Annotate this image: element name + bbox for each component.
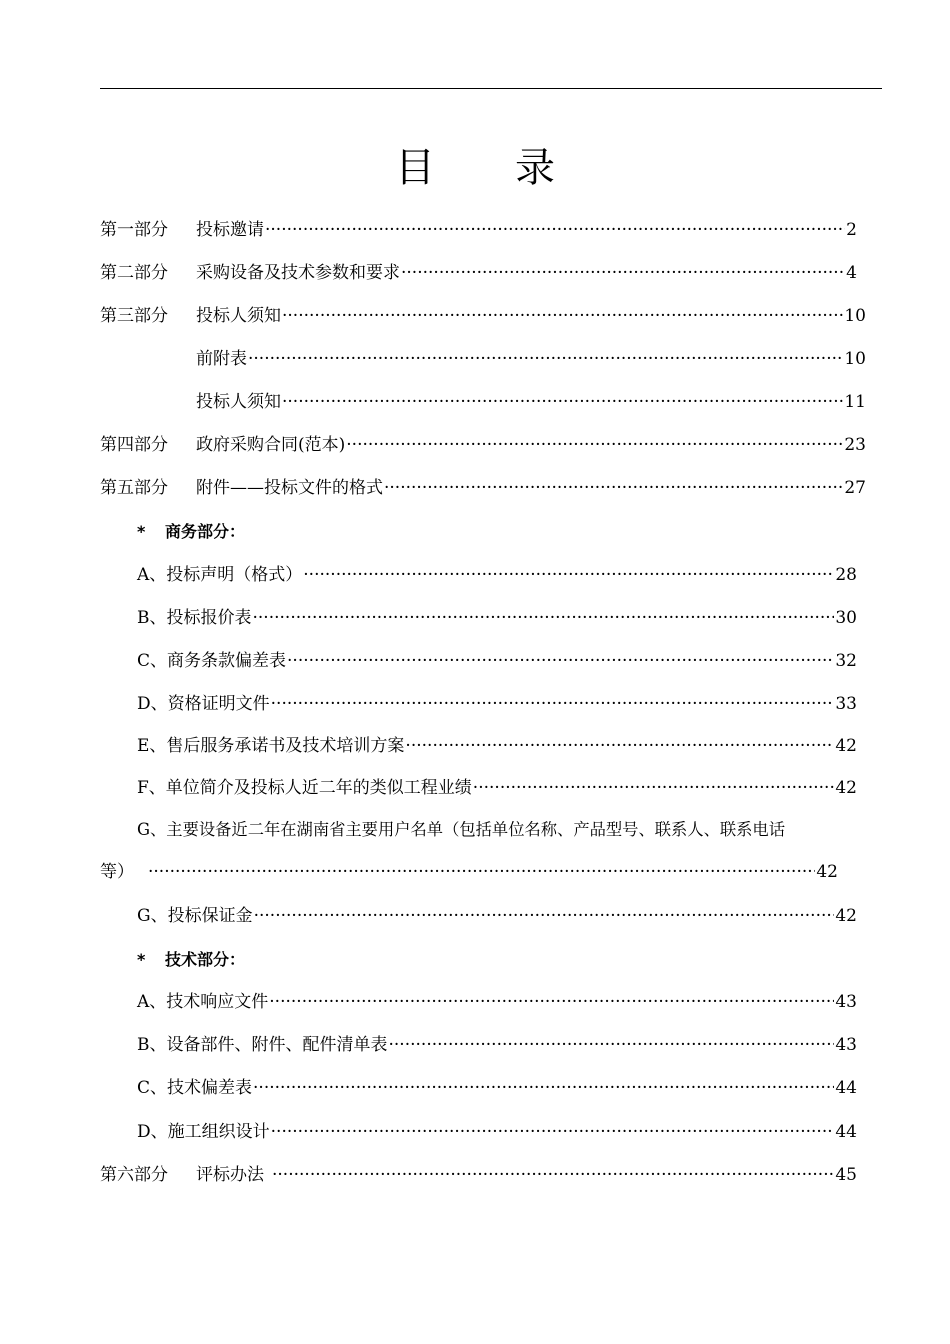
toc-entry-text: 投标人须知: [196, 392, 281, 412]
toc-part-label: 第一部分: [100, 220, 168, 240]
toc-page-number: 42: [835, 778, 857, 798]
toc-entry-part2[interactable]: [100, 260, 857, 286]
toc-page-number: 23: [844, 435, 866, 455]
toc-entry-technical-d[interactable]: [137, 1119, 857, 1145]
section-label: 商务部分：: [165, 522, 246, 541]
toc-leader: [248, 346, 843, 372]
toc-leader: [303, 562, 834, 588]
toc-part-label: 第四部分: [100, 435, 168, 455]
toc-entry-text: D、施工组织设计: [137, 1122, 270, 1142]
toc-entry-text: G、投标保证金: [137, 906, 253, 926]
toc-entry-text: 评标办法: [196, 1165, 264, 1185]
bullet-star: *: [137, 950, 146, 969]
toc-entry-business-g1-line1[interactable]: [137, 817, 885, 843]
toc-leader: [253, 1075, 834, 1101]
toc-page-number: 32: [835, 651, 857, 671]
page-title: [0, 142, 950, 194]
toc-page-number: 42: [835, 736, 857, 756]
toc-page-number: 45: [835, 1165, 857, 1185]
toc-page-number: 11: [844, 392, 866, 412]
toc-page-number: 44: [835, 1122, 857, 1142]
toc-entry-business-b[interactable]: [137, 605, 857, 631]
toc-leader: [473, 775, 835, 801]
toc-entry-text: E、售后服务承诺书及技术培训方案: [137, 736, 405, 756]
toc-entry-business-g1-line2[interactable]: [100, 859, 838, 885]
toc-entry-part1[interactable]: [100, 217, 857, 243]
toc-entry-text: 采购设备及技术参数和要求: [196, 263, 400, 283]
toc-entry-business-a[interactable]: [137, 562, 857, 588]
toc-page-number: 42: [835, 906, 857, 926]
title-char-2: 录: [515, 145, 555, 191]
toc-entry-text: 前附表: [196, 349, 247, 369]
toc-leader: [282, 389, 843, 415]
toc-part-label: 第二部分: [100, 263, 168, 283]
toc-entry-technical-a[interactable]: [137, 989, 857, 1015]
toc-leader: [401, 260, 845, 286]
toc-entry-business-f[interactable]: [137, 775, 857, 801]
section-business: [137, 519, 245, 545]
section-technical: [137, 947, 245, 973]
toc-entry-business-c[interactable]: [137, 648, 857, 674]
toc-entry-part3-appendix[interactable]: [196, 346, 866, 372]
toc-entry-part3-notice[interactable]: [196, 389, 866, 415]
toc-entry-text: C、商务条款偏差表: [137, 651, 287, 671]
toc-entry-text: A、投标声明（格式）: [137, 565, 303, 585]
toc-entry-text: G、主要设备近二年在湖南省主要用户名单（包括单位名称、产品型号、联系人、联系电话: [137, 820, 785, 839]
toc-entry-part6[interactable]: [100, 1162, 857, 1188]
toc-entry-technical-b[interactable]: [137, 1032, 857, 1058]
toc-page-number: 42: [816, 862, 838, 882]
toc-entry-business-e[interactable]: [137, 733, 857, 759]
toc-leader: [389, 1032, 835, 1058]
toc-entry-part5[interactable]: [100, 475, 866, 501]
toc-entry-technical-c[interactable]: [137, 1075, 857, 1101]
toc-page-number: 44: [835, 1078, 857, 1098]
toc-page-number: 43: [835, 1035, 857, 1055]
toc-entry-text: D、资格证明文件: [137, 694, 270, 714]
toc-leader: [272, 1162, 834, 1188]
toc-page-number: 10: [844, 306, 866, 326]
toc-entry-text: F、单位简介及投标人近二年的类似工程业绩: [137, 778, 472, 798]
toc-entry-text: 附件——投标文件的格式: [196, 478, 383, 498]
toc-page-number: 10: [844, 349, 866, 369]
toc-part-label: 第六部分: [100, 1165, 168, 1185]
toc-entry-part4[interactable]: [100, 432, 866, 458]
toc-entry-business-d[interactable]: [137, 691, 857, 717]
toc-leader: [148, 859, 815, 885]
toc-page-number: 43: [835, 992, 857, 1012]
toc-leader: [384, 475, 843, 501]
toc-entry-text: B、投标报价表: [137, 608, 252, 628]
title-char-1: 目: [395, 145, 435, 191]
header-rule: [100, 88, 882, 89]
toc-entry-text: 等）: [100, 862, 134, 882]
bullet-star: *: [137, 522, 146, 541]
toc-part-label: 第三部分: [100, 306, 168, 326]
toc-page-number: 4: [846, 263, 857, 283]
toc-leader: [271, 1119, 835, 1145]
toc-entry-text: 投标人须知: [196, 306, 281, 326]
toc-page-number: 30: [835, 608, 857, 628]
toc-page-number: 2: [846, 220, 857, 240]
toc-leader: [287, 648, 834, 674]
toc-entry-text: 政府采购合同(范本): [196, 435, 346, 455]
toc-entry-text: B、设备部件、附件、配件清单表: [137, 1035, 388, 1055]
toc-entry-text: A、技术响应文件: [137, 992, 269, 1012]
toc-entry-text: 投标邀请: [196, 220, 264, 240]
toc-entry-text: C、技术偏差表: [137, 1078, 253, 1098]
toc-entry-business-g2[interactable]: [137, 903, 857, 929]
toc-page-number: 33: [835, 694, 857, 714]
toc-leader: [346, 432, 843, 458]
toc-leader: [254, 903, 835, 929]
section-label: 技术部分：: [165, 950, 246, 969]
toc-leader: [271, 691, 835, 717]
toc-leader: [265, 217, 845, 243]
toc-leader: [282, 303, 843, 329]
toc-leader: [253, 605, 835, 631]
toc-leader: [269, 989, 834, 1015]
toc-entry-part3[interactable]: [100, 303, 866, 329]
toc-leader: [405, 733, 834, 759]
toc-page-number: 28: [835, 565, 857, 585]
toc-part-label: 第五部分: [100, 478, 168, 498]
toc-page-number: 27: [844, 478, 866, 498]
